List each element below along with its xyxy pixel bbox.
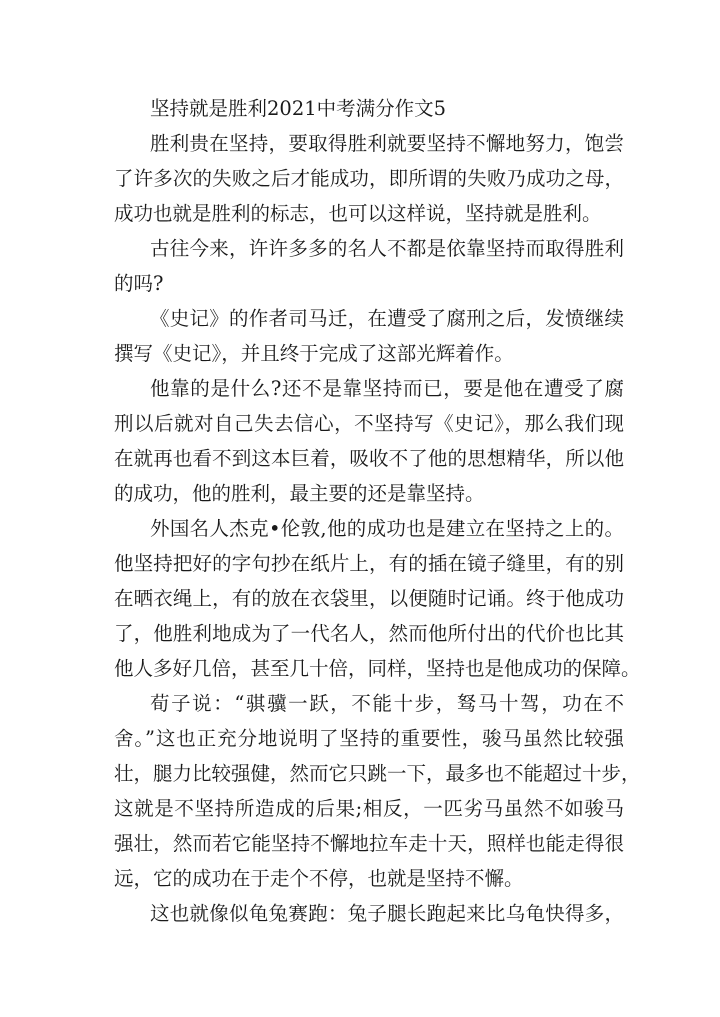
paragraph-line: 他靠的是什么?还不是靠坚持而已，要是他在遭受了腐 <box>150 377 624 400</box>
paragraph-line: 在晒衣绳上，有的放在衣袋里，以便随时记诵。终于他成功 <box>114 587 624 610</box>
document-title: 坚持就是胜利2021中考满分作文5 <box>150 97 447 120</box>
paragraph-line: 强壮，然而若它能坚持不懈地拉车走十天，照样也能走得很 <box>114 832 624 855</box>
paragraph-line: 胜利贵在坚持，要取得胜利就要坚持不懈地努力，饱尝 <box>150 132 624 155</box>
paragraph-line: 他人多好几倍，甚至几十倍，同样，坚持也是他成功的保障。 <box>114 657 641 680</box>
paragraph-line: 远，它的成功在于走个不停，也就是坚持不懈。 <box>114 867 524 890</box>
paragraph-line: 外国名人杰克•伦敦,他的成功也是建立在坚持之上的。 <box>150 517 624 540</box>
paragraph-line: 了，他胜利地成为了一代名人，然而他所付出的代价也比其 <box>114 622 624 645</box>
paragraph-line: 在就再也看不到这本巨着，吸收不了他的思想精华，所以他 <box>114 447 624 470</box>
paragraph-line: 《史记》的作者司马迁，在遭受了腐刑之后，发愤继续 <box>150 307 624 330</box>
paragraph-line: 荀子说：“骐骥一跃，不能十步，驽马十驾，功在不 <box>150 692 624 715</box>
paragraph-line: 刑以后就对自己失去信心，不坚持写《史记》，那么我们现 <box>114 412 624 435</box>
paragraph-line: 的吗? <box>114 272 164 295</box>
paragraph-line: 舍。”这也正充分地说明了坚持的重要性，骏马虽然比较强 <box>114 727 624 750</box>
paragraph-line: 这也就像似龟兔赛跑：兔子腿长跑起来比乌龟快得多， <box>150 902 624 925</box>
paragraph-line: 成功也就是胜利的标志，也可以这样说，坚持就是胜利。 <box>114 202 602 225</box>
paragraph-line: 的成功，他的胜利，最主要的还是靠坚持。 <box>114 482 485 505</box>
paragraph-line: 这就是不坚持所造成的后果;相反，一匹劣马虽然不如骏马 <box>114 797 624 820</box>
paragraph-line: 了许多次的失败之后才能成功，即所谓的失败乃成功之母， <box>114 167 624 190</box>
paragraph-line: 壮，腿力比较强健，然而它只跳一下，最多也不能超过十步， <box>114 762 641 785</box>
paragraph-line: 古往今来，许许多多的名人不都是依靠坚持而取得胜利 <box>150 237 624 260</box>
paragraph-line: 撰写《史记》，并且终于完成了这部光辉着作。 <box>114 342 514 365</box>
paragraph-line: 他坚持把好的字句抄在纸片上，有的插在镜子缝里，有的别 <box>114 552 624 575</box>
